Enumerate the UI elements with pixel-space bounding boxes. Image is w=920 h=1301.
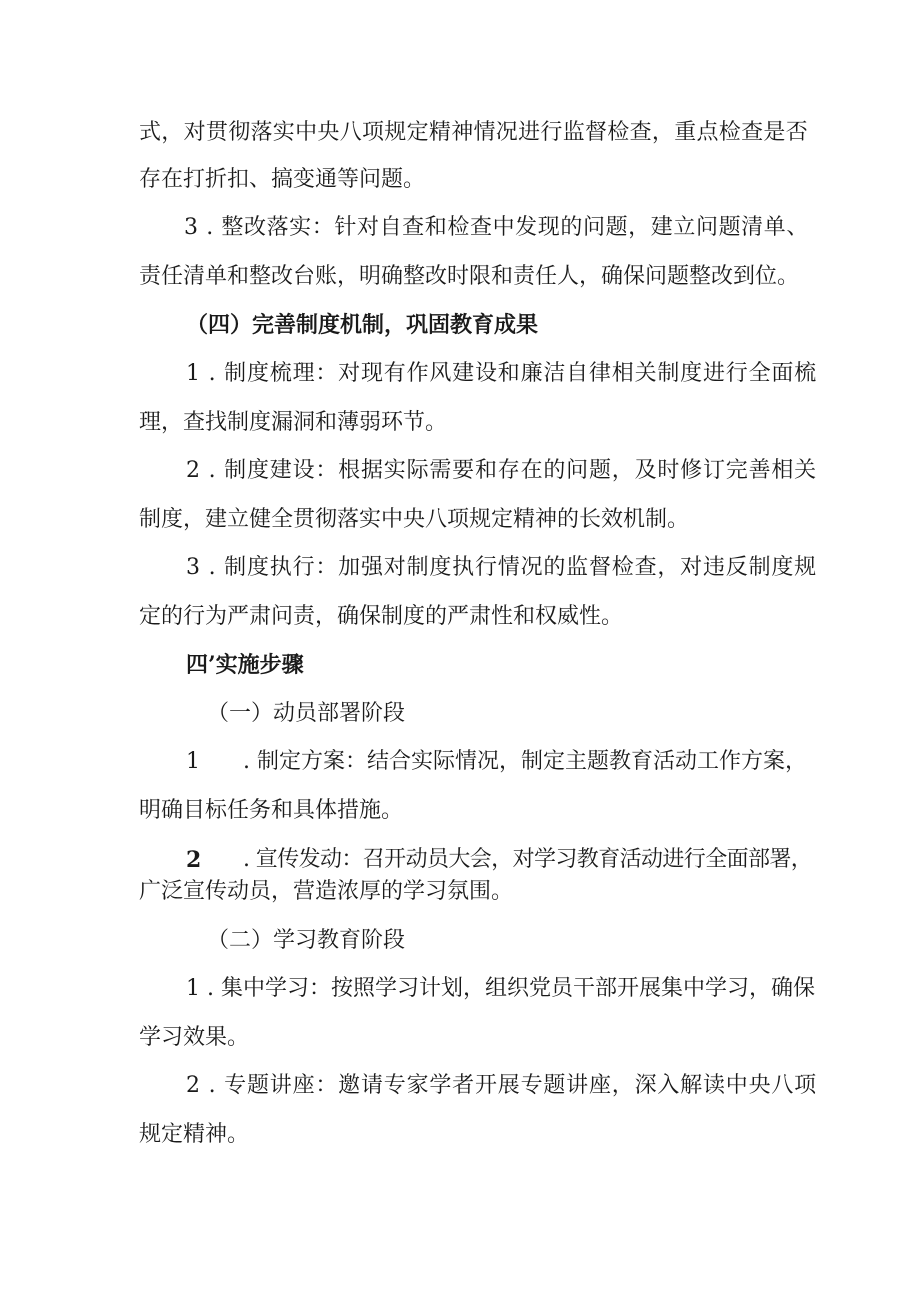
paragraph-line: 责任清单和整改台账，明确整改时限和责任人，确保问题整改到位。 <box>139 264 800 289</box>
paragraph-line: . 制定方案：结合实际情况，制定主题教育活动工作方案， <box>243 749 807 774</box>
paragraph-line: 学习效果。 <box>139 1025 250 1050</box>
paragraph-number: 1 <box>186 749 200 774</box>
subsection-heading: （一）动员部署阶段 <box>207 701 406 726</box>
paragraph-line: 明确目标任务和具体措施。 <box>139 798 404 823</box>
paragraph-line: 理，查找制度漏洞和薄弱环节。 <box>139 410 448 435</box>
paragraph-line: 定的行为严肃问责，确保制度的严肃性和权威性。 <box>139 604 624 629</box>
paragraph-line: 1 . 集中学习：按照学习计划，组织党员干部开展集中学习，确保 <box>186 976 815 1001</box>
section-heading: （四）完善制度机制，巩固教育成果 <box>186 312 539 338</box>
paragraph-line: 3 . 制度执行：加强对制度执行情况的监督检查，对违反制度规 <box>186 555 817 580</box>
paragraph-line: 3 . 整改落实：针对自查和检查中发现的问题，建立问题清单、 <box>184 215 809 240</box>
paragraph-line: 规定精神。 <box>139 1122 250 1147</box>
section-heading: 四’实施步骤 <box>186 652 304 678</box>
paragraph-number: 2 <box>186 847 202 873</box>
paragraph-line: 存在打折扣、搞变通等问题。 <box>139 167 426 192</box>
paragraph-line: 2 . 专题讲座：邀请专家学者开展专题讲座，深入解读中央八项 <box>186 1073 817 1098</box>
paragraph-line: 2 . 制度建设：根据实际需要和存在的问题，及时修订完善相关 <box>186 458 817 483</box>
paragraph-line: 制度，建立健全贯彻落实中央八项规定精神的长效机制。 <box>139 507 690 532</box>
paragraph-line: 广泛宣传动员，营造浓厚的学习氛围。 <box>139 879 514 904</box>
paragraph-line: 式，对贯彻落实中央八项规定精神情况进行监督检查，重点检查是否 <box>139 120 809 145</box>
paragraph-line: 1 . 制度梳理：对现有作风建设和廉洁自律相关制度进行全面梳 <box>186 361 817 386</box>
subsection-heading: （二）学习教育阶段 <box>207 928 406 953</box>
paragraph-line: . 宣传发动：召开动员大会，对学习教育活动进行全面部署， <box>243 847 813 872</box>
